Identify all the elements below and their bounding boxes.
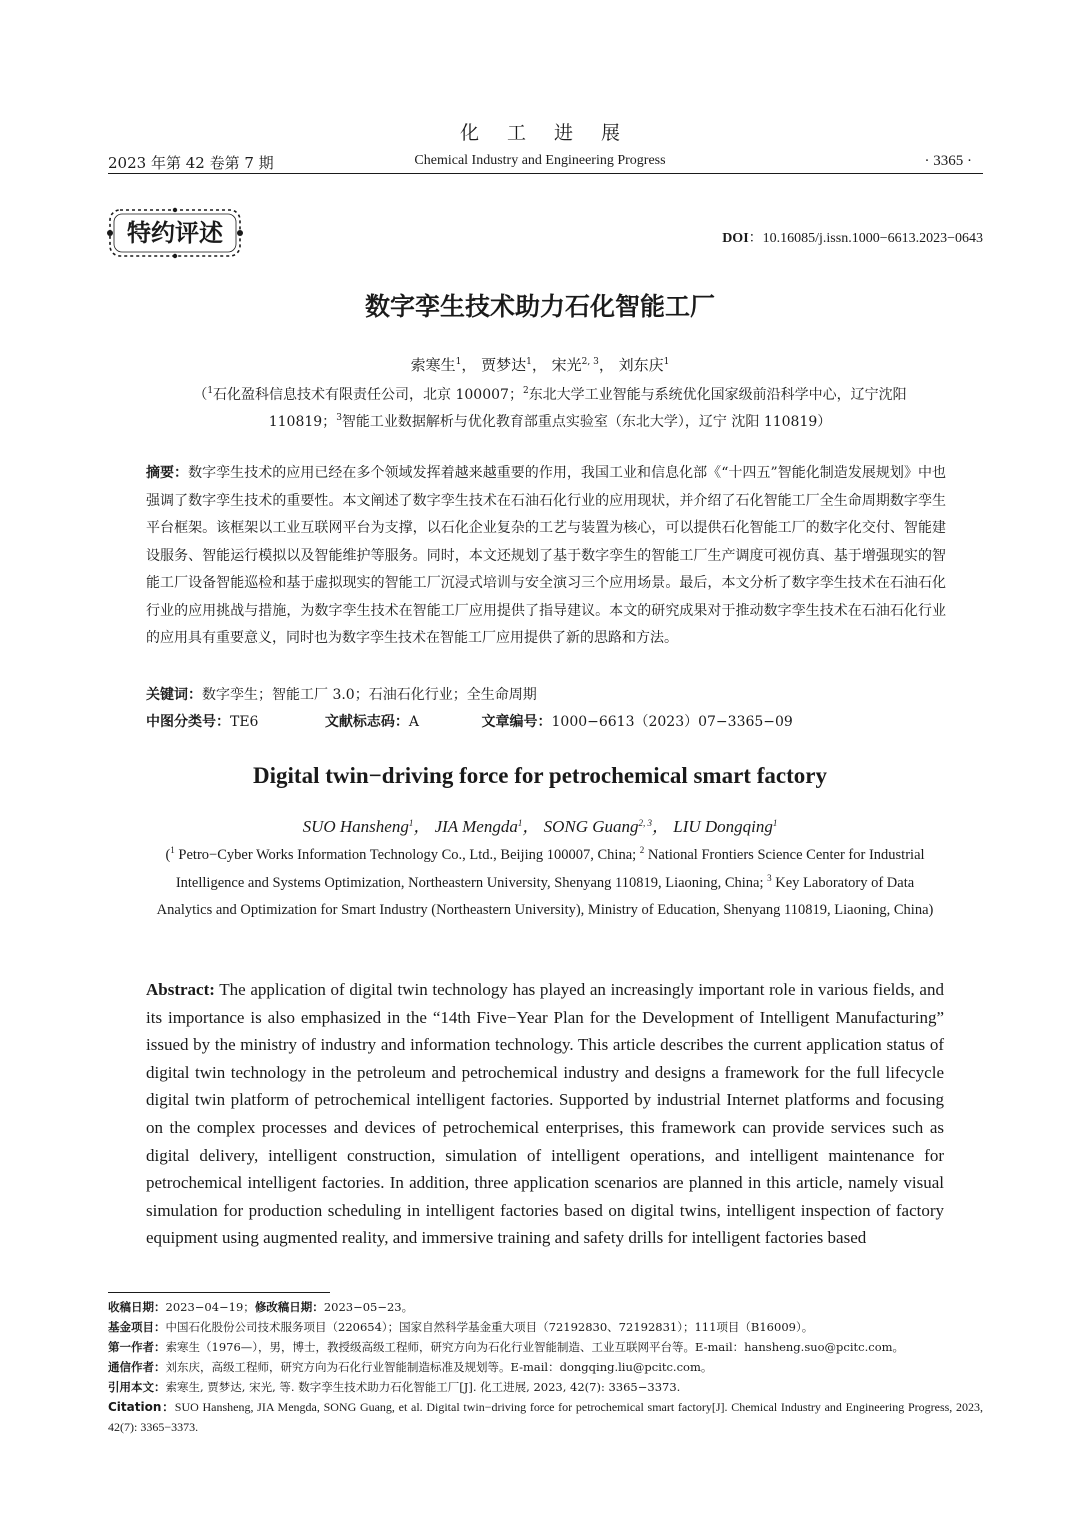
paper-title-en: Digital twin−driving force for petrochemical smart factory [253, 763, 827, 788]
abstract-cn-text: 数字孪生技术的应用已经在多个领域发挥着越来越重要的作用，我国工业和信息化部《“十四五”智能化制造发展规划》中也强调了数字孪生技术的重要性。本文阐述了数字孪生技术在石油石化行业的应用现状，并介绍了石化智能工厂全生命周期数字孪生平台框架。该框架以工业互联网平台为支撑，以石化企业复杂的工艺与装置为核心，可以提供石化智能工厂的数字化交付、智能建设服务、智能运行模拟以及智能维护等服务。同时，本文还规划了基于数字孪生的智能工厂生产调度可视仿真、基于增强现实的智能工厂设备智能巡检和基于虚拟现实的智能工厂沉浸式培训与安全演习三个应用场景。最后，本文分析了数字孪生技术在石油石化行业的应用挑战与措施，为数字孪生技术在智能工厂应用提供了指导建议。本文的研究成果对于推动数字孪生技术在石油石化行业的应用具有重要意义，同时也为数字孪生技术在智能工厂应用提供了新的思路和方法。 [146, 465, 947, 646]
doi-label: DOI [722, 231, 749, 246]
affiliations-cn: （$^1$石化盈科信息技术有限责任公司，北京 100007；$^2$东北大学工业智能与系统优化国家级前沿科学中心，辽宁沈阳 110819；$^3$智能工业数据解析与优化教育部重点实验室（东北大学），辽宁 沈阳 110819） [193, 386, 907, 430]
received-dates: 收稿日期：2023−04−19；修改稿日期：2023−05−23。 [108, 1300, 414, 1314]
funding: 基金项目：中国石化股份公司技术服务项目（220654）；国家自然科学基金重大项目（72192830、72192831）；111项目（B16009）。 [108, 1320, 814, 1334]
keywords-cn: 关键词：数字孪生；智能工厂 3.0；石油石化行业；全生命周期 [146, 687, 537, 703]
issue-info: 2023 年第 42 卷第 7 期 [108, 154, 274, 172]
corresponding-author-note: 通信作者：刘东庆，高级工程师，研究方向为石化行业智能制造标准及规划等。E-mail：dongqing.liu@pcitc.com。 [108, 1360, 713, 1374]
citation-cn: 引用本文：索寒生, 贾梦达, 宋光, 等. 数字孪生技术助力石化智能工厂[J]. 化工进展, 2023, 42(7): 3365−3373. [108, 1380, 681, 1394]
doi [722, 227, 983, 247]
page-number: · 3365 · [924, 153, 972, 169]
abstract-en-label: Abstract: [146, 980, 215, 999]
footnotes [108, 1297, 983, 1437]
abstract-en [146, 976, 944, 1252]
affiliations-en: ($^1$ Petro−Cyber Works Information Technology Co., Ltd., Beijing 100007, China; $^2$ National Frontiers Science Center for Industrial Intelligence and Systems Optimization, Northeastern University, Shenyang 110819, Liaoning, China; $^3$ Key Laboratory of Data Analytics and Optimization for Smart Industry (Northeastern University), Ministry of Education, Shenyang 110819, Liaoning, China) [156, 845, 934, 918]
author-name: 贾梦达 [481, 356, 527, 374]
abstract-cn [146, 460, 946, 653]
author-name: 宋光 [551, 356, 582, 374]
footnote-rule [108, 1292, 330, 1293]
badge-label: 特约评述 [127, 219, 223, 247]
paper-title-cn: 数字孪生技术助力石化智能工厂 [364, 292, 715, 321]
classification-row: 中图分类号：TE6 文献标志码：A 文章编号：1000−6613（2023）07−3365−09 [146, 714, 793, 730]
feature-review-badge [106, 206, 244, 260]
authors-en: SUO Hansheng$^1$， JIA Mengda$^1$， SONG Guang$^{2, 3}$， LIU Dongqing$^1$ [302, 817, 778, 836]
header-rule [108, 173, 983, 174]
citation-en: Citation：SUO Hansheng, JIA Mengda, SONG Guang, et al. Digital twin−driving force for petrochemical smart factory[J]. Chemical Industry and Engineering Progress, 2023, 42(7): 3365−3373. [108, 1400, 983, 1434]
first-author-note: 第一作者：索寒生（1976—），男，博士，教授级高级工程师，研究方向为石化行业智能制造、工业互联网平台等。E-mail：hansheng.suo@pcitc.com。 [108, 1340, 905, 1354]
abstract-en-text: The application of digital twin technology has played an increasingly important role in various fields, and its importance is also emphasized in the “14th Five−Year Plan for the Development of Intelligent Manufacturing” issued by the ministry of industry and information technology. This article describes the current application status of digital twin technology in the petroleum and petrochemical industry and designs a framework for the full lifecycle digital twin platform of petrochemical intelligent factories. Supported by industrial Internet platforms and focusing on the complex processes and devices of petrochemical enterprises, this framework can provide services such as digital delivery, intelligent construction, simulation of intelligent operations, and intelligent maintenance for petrochemical intelligent factories. In addition, three application scenarios are planned in this article, namely visual simulation for production scheduling in intelligent factories based on digital twins, intelligent inspection of factory equipment using augmented reality, and immersive training and safety drills for intelligent factories based [146, 980, 944, 1248]
journal-name-cn: 化工进展 [459, 122, 648, 144]
abstract-cn-label: 摘要： [146, 465, 189, 481]
doi-value: ：10.16085/j.issn.1000−6613.2023−0643 [748, 231, 983, 246]
author-name: 索寒生 [410, 356, 456, 374]
journal-name-en: Chemical Industry and Engineering Progress [414, 153, 666, 168]
author-name: 刘东庆 [618, 356, 664, 374]
authors-cn: 索寒生$^1$， 贾梦达$^1$， 宋光$^{2, 3}$， 刘东庆$^1$ [410, 356, 670, 374]
